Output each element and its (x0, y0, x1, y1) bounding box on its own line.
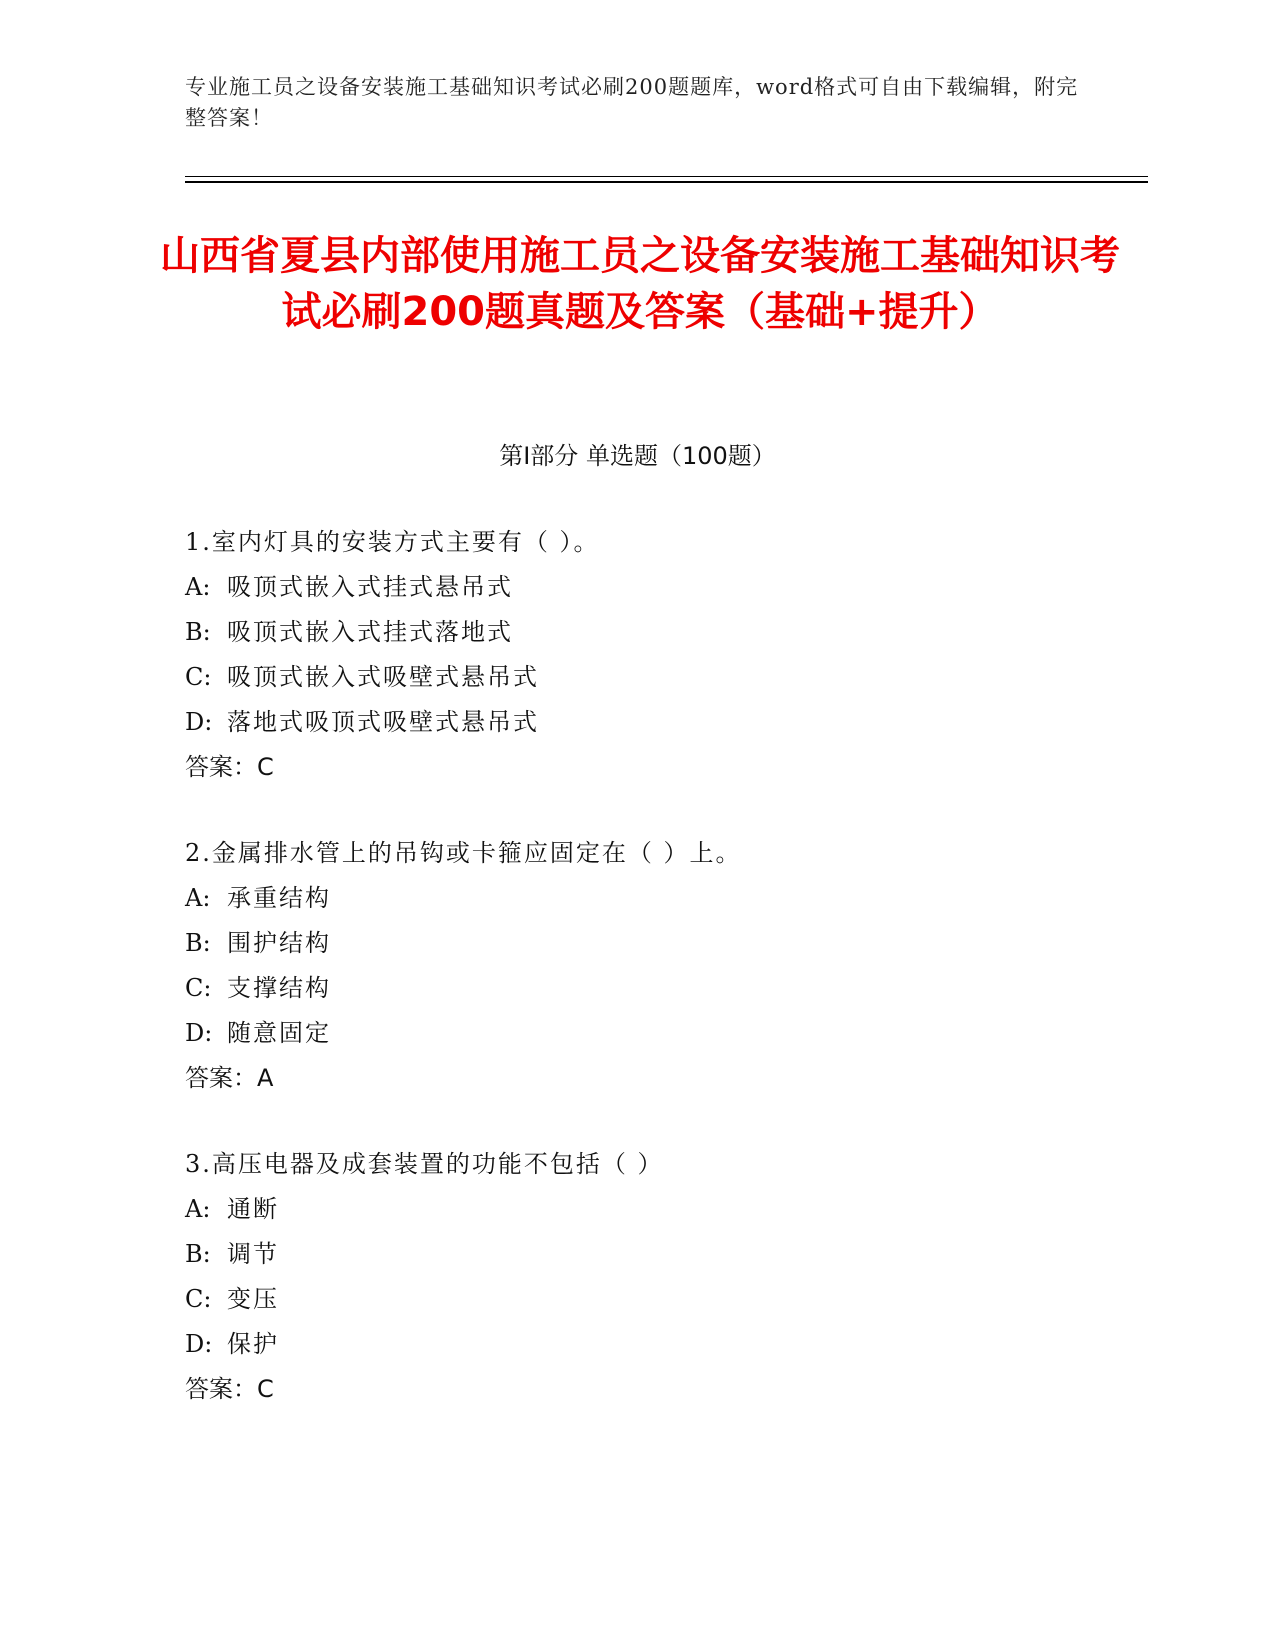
option-letter: A: (185, 1195, 211, 1223)
option-a (185, 1187, 1135, 1232)
option-c (185, 1277, 1135, 1322)
section-heading: 第I部分 单选题（100题） (499, 442, 776, 470)
option-a (185, 876, 1135, 921)
option-text: 承重结构 (227, 884, 331, 912)
option-text: 变压 (227, 1285, 279, 1313)
answer-line: 答案：A (185, 1064, 274, 1092)
answer-line: 答案：C (185, 753, 274, 781)
question-stem: 3.高压电器及成套装置的功能不包括（ ） (185, 1150, 664, 1178)
option-text: 落地式吸顶式吸壁式悬吊式 (227, 708, 539, 736)
option-b (185, 921, 1135, 966)
option-b (185, 610, 1135, 655)
document-title: 山西省夏县内部使用施工员之设备安装施工基础知识考试必刷200题真题及答案（基础+提升） (160, 233, 1120, 335)
option-text: 支撑结构 (227, 974, 331, 1002)
option-letter: A: (185, 884, 211, 912)
question-list (185, 520, 1135, 1453)
option-letter: C: (185, 663, 212, 691)
option-text: 吸顶式嵌入式吸壁式悬吊式 (227, 663, 539, 691)
option-c (185, 966, 1135, 1011)
option-d (185, 1322, 1135, 1367)
question-2 (185, 831, 1135, 1101)
option-letter: D: (185, 1019, 213, 1047)
option-letter: B: (185, 929, 211, 957)
option-c (185, 655, 1135, 700)
question-stem: 1.室内灯具的安装方式主要有（ ）。 (185, 528, 600, 556)
option-d (185, 700, 1135, 745)
header-divider-thin (185, 176, 1148, 177)
option-text: 随意固定 (227, 1019, 331, 1047)
option-text: 保护 (227, 1330, 279, 1358)
option-text: 吸顶式嵌入式挂式悬吊式 (227, 573, 513, 601)
option-letter: B: (185, 1240, 211, 1268)
option-letter: D: (185, 1330, 213, 1358)
question-1 (185, 520, 1135, 790)
option-b (185, 1232, 1135, 1277)
question-stem: 2.金属排水管上的吊钩或卡箍应固定在（ ）上。 (185, 839, 742, 867)
option-letter: D: (185, 708, 213, 736)
header-divider-thick (185, 181, 1148, 183)
option-d (185, 1011, 1135, 1056)
option-a (185, 565, 1135, 610)
option-letter: B: (185, 618, 211, 646)
question-3 (185, 1142, 1135, 1412)
answer-line: 答案：C (185, 1375, 274, 1403)
option-text: 调节 (227, 1240, 279, 1268)
option-text: 通断 (227, 1195, 279, 1223)
header-note: 专业施工员之设备安装施工基础知识考试必刷200题题库，word格式可自由下载编辑，附完整答案！ (185, 75, 1079, 130)
option-text: 吸顶式嵌入式挂式落地式 (227, 618, 513, 646)
option-letter: C: (185, 1285, 212, 1313)
option-text: 围护结构 (227, 929, 331, 957)
option-letter: C: (185, 974, 212, 1002)
option-letter: A: (185, 573, 211, 601)
